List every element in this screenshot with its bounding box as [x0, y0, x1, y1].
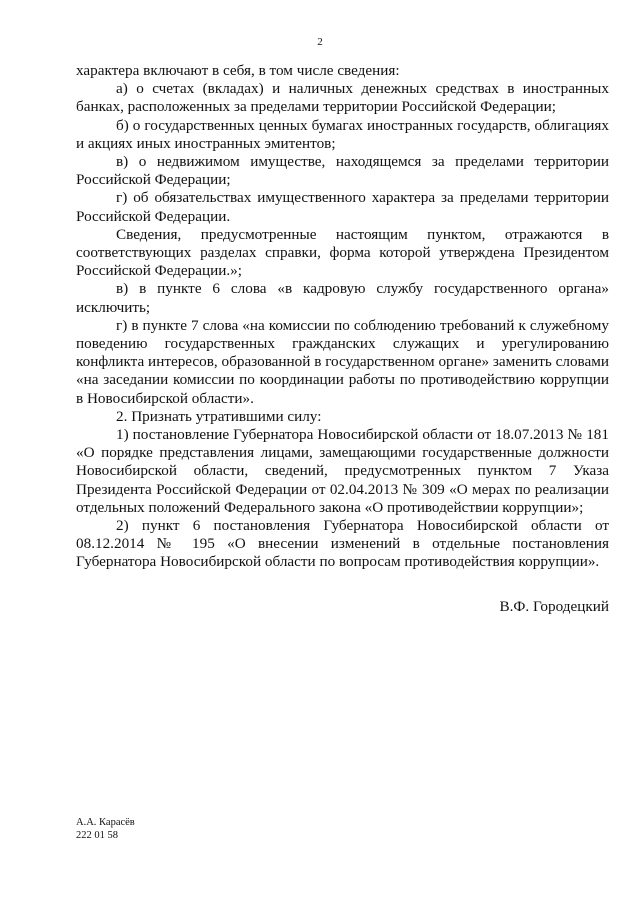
paragraph: б) о государственных ценных бумагах иностранных государств, облигациях и акциях иных иностранных эмитентов; — [76, 116, 609, 152]
paragraph: в) в пункте 6 слова «в кадровую службу государственного органа» исключить; — [76, 280, 609, 316]
executor-phone: 222 01 58 — [76, 830, 118, 841]
paragraph: 2. Признать утратившими силу: — [116, 407, 322, 425]
paragraph: Сведения, предусмотренные настоящим пунктом, отражаются в соответствующих разделах справки, форма которой утверждена Президентом Российской Федерации.»; — [76, 225, 609, 280]
paragraph: 2) пункт 6 постановления Губернатора Новосибирской области от 08.12.2014 № 195 «О внесении изменений в отдельные постановления Губернатора Новосибирской области по вопросам противодействия коррупции». — [76, 517, 609, 571]
paragraph: г) в пункте 7 слова «на комиссии по соблюдению требований к служебному поведению государственных гражданских служащих и урегулированию конфликта интересов, образованной в государственном органе» заменить словами «на заседании комиссии по координации работы по противодействию коррупции в Новосибирской области». — [76, 316, 609, 407]
paragraph: г) об обязательствах имущественного характера за пределами территории Российской Федерации. — [76, 189, 609, 225]
signature: В.Ф. Городецкий — [499, 598, 609, 615]
paragraph: характера включают в себя, в том числе сведения: — [76, 62, 400, 79]
executor-name: А.А. Карасёв — [76, 817, 135, 828]
paragraph: а) о счетах (вкладах) и наличных денежных средствах в иностранных банках, расположенных за пределами территории Российской Федерации; — [76, 80, 609, 116]
executor-info — [76, 816, 135, 842]
document-body — [76, 62, 609, 572]
paragraph: 1) постановление Губернатора Новосибирской области от 18.07.2013 № 181 «О порядке представления лицами, замещающими государственные должности Новосибирской области, сведений, предусмотренных пунктом 7 Указа Президента Российской Федерации от 02.04.2013 № 309 «О мерах по реализации отдельных положений Федерального закона «О противодействии коррупции»; — [76, 426, 609, 516]
paragraph: в) о недвижимом имуществе, находящемся за пределами территории Российской Федерации; — [76, 153, 609, 189]
page-number: 2 — [317, 36, 323, 48]
